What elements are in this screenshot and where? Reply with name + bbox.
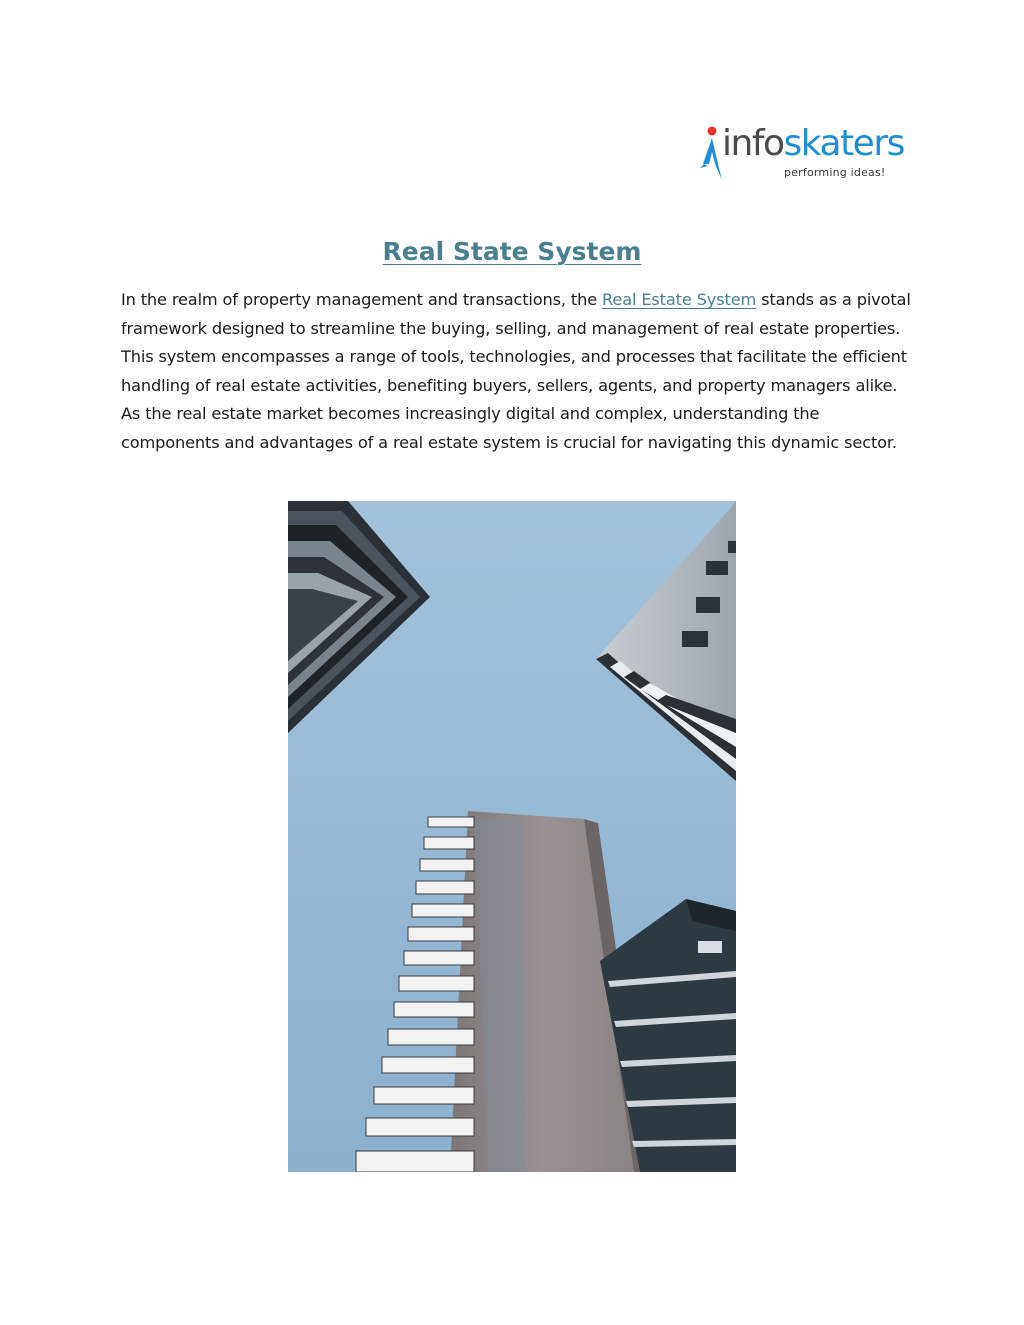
logo-tagline: performing ideas! [784,166,886,179]
logo-word-skaters: skaters [783,123,904,164]
page-title [0,234,1024,270]
intro-text-before-link: In the realm of property management and transactions, the [121,290,603,309]
intro-text-after-link: stands as a pivotal framework designed to streamline the buying, selling, and management of real estate properties. This system encompasses a range of tools, technologies, and processes that facilitate the efficient handling of real estate activities, benefiting buyers, sellers, agents, and property managers alike. As the real estate market becomes increasingly digital and complex, understanding the components and advantages of a real estate system is crucial for navigating this dynamic sector. [121,290,911,452]
logo-wordmark [722,124,904,164]
infoskaters-logo [700,122,904,186]
real-estate-system-link[interactable]: Real Estate System [602,290,757,309]
logo-word-info: info [722,123,784,164]
page-title-text: Real State System [382,237,642,266]
intro-paragraph [121,286,911,458]
skyscrapers-photo [288,501,736,1172]
